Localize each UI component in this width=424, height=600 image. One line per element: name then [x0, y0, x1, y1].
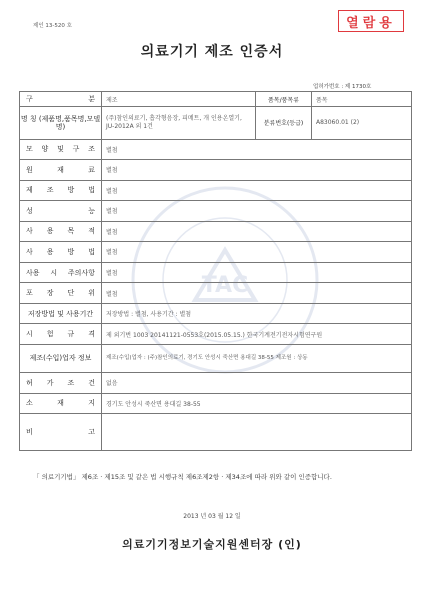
- value-test-spec: 제 외기번 1003 20141121-0553호(2015.05.15.) 한국기계전기전자시험연구원: [102, 324, 412, 345]
- label-manufacturing: [20, 185, 101, 195]
- row-test-spec: [20, 324, 412, 345]
- label-part: 가: [46, 378, 54, 387]
- label-test-spec: [20, 329, 101, 339]
- label-part: 장: [46, 289, 54, 298]
- label-part: 소: [26, 399, 33, 408]
- label-part: 포: [26, 289, 33, 298]
- value-purpose: 별첨: [102, 221, 412, 242]
- label-usage: [20, 247, 101, 257]
- row-materials: [20, 160, 412, 181]
- label-purpose: [20, 226, 101, 236]
- label-part: 구: [26, 95, 33, 104]
- label-part: 격: [88, 330, 95, 339]
- value-classification: A83060.01 (2): [312, 107, 412, 139]
- label-part: 재: [57, 399, 64, 408]
- label-conditions: [20, 378, 101, 388]
- label-packaging: [20, 288, 101, 298]
- label-part: 비: [26, 428, 33, 437]
- label-part: 양: [41, 145, 49, 154]
- label-part: 원: [26, 165, 33, 174]
- label-part: 단: [67, 289, 75, 298]
- value-shape: 별첨: [102, 139, 412, 160]
- value-manufacturing: 별첨: [102, 180, 412, 201]
- label-shape: [20, 144, 101, 154]
- label-part: 조: [88, 145, 95, 154]
- label-materials: [20, 165, 101, 175]
- label-part: 조: [46, 186, 54, 195]
- label-part: 적: [88, 227, 95, 236]
- issue-date: 2013 년 03 월 12 일: [183, 513, 241, 520]
- label-part: 시: [26, 330, 33, 339]
- row-manufacturer: [20, 344, 412, 372]
- certificate-table: [19, 91, 412, 451]
- label-part: 허: [26, 378, 33, 387]
- label-performance: [20, 206, 101, 216]
- row-purpose: [20, 221, 412, 242]
- row-shape: [20, 139, 412, 160]
- value-manufacturer: 제조(수입)업자 : (주)참인의료기, 경기도 안성시 죽산면 용대길 38-55 제조원 : 상동: [102, 344, 412, 372]
- label-part: 능: [88, 206, 95, 215]
- label-part: 분: [88, 95, 95, 104]
- value-performance: 별첨: [102, 201, 412, 222]
- label-part: 조: [67, 378, 75, 387]
- label-part: 시: [50, 268, 58, 277]
- label-part: 험: [46, 330, 54, 339]
- label-part: 방: [67, 186, 75, 195]
- value-conditions: 없음: [102, 372, 412, 393]
- label-part: 방: [67, 247, 75, 256]
- label-part: 용: [46, 247, 54, 256]
- value-category: 제조: [102, 92, 256, 107]
- issuer-name: 의료기기정보기술지원센터장 (인): [122, 538, 302, 551]
- row-precautions: [20, 262, 412, 283]
- row-category: [20, 92, 412, 107]
- row-remarks: [20, 414, 412, 451]
- label-remarks: [20, 427, 101, 437]
- label-part: 사: [26, 227, 33, 236]
- row-packaging: [20, 283, 412, 304]
- row-product-name: [20, 107, 412, 139]
- label-part: 용: [46, 227, 54, 236]
- value-materials: 별첨: [102, 160, 412, 181]
- label-part: 제: [26, 186, 33, 195]
- label-part: 목: [67, 227, 75, 236]
- label-part: 사용: [26, 268, 40, 277]
- row-conditions: [20, 372, 412, 393]
- label-classification: 분류번호(등급): [256, 107, 312, 139]
- value-remarks: [102, 414, 412, 451]
- label-part: 위: [88, 289, 95, 298]
- label-part: 법: [88, 247, 95, 256]
- label-part: 주의사항: [67, 268, 95, 277]
- row-usage: [20, 242, 412, 263]
- label-part: 건: [88, 378, 95, 387]
- value-storage: 저장방법 : 별첨, 사용기간 : 별첨: [102, 303, 412, 324]
- row-location: [20, 393, 412, 414]
- document-number: 제인 13-520 호: [33, 23, 72, 29]
- label-precautions: [20, 268, 101, 278]
- label-part: 및: [57, 145, 64, 154]
- label-part: 구: [72, 145, 80, 154]
- label-part: 성: [26, 206, 33, 215]
- label-part: 재: [57, 165, 64, 174]
- value-location: 경기도 안성시 죽산면 용대길 38-55: [102, 393, 412, 414]
- certificate-title: 의료기기 제조 인증서: [140, 44, 284, 60]
- permit-number: 업허가번호 : 제 1730호: [313, 84, 372, 90]
- label-part: 모: [26, 145, 33, 154]
- label-part: 료: [88, 165, 95, 174]
- value-precautions: 별첨: [102, 262, 412, 283]
- label-part: 지: [88, 399, 95, 408]
- label-item-type: 품목/품목류: [256, 92, 312, 107]
- label-storage: 저장방법 및 사용기간: [20, 303, 102, 324]
- label-product-name: 명 칭 (제품명,품목명,모델명): [20, 107, 102, 139]
- view-only-stamp: 열람용: [338, 10, 404, 32]
- label-part: 사: [26, 247, 33, 256]
- value-product-name: (주)참인의료기, 흡각형음장, 피메트, 개 인용온열기, JU-2012A 외 1건: [102, 107, 256, 139]
- label-category: [20, 94, 101, 104]
- label-part: 고: [88, 428, 95, 437]
- value-packaging: 별첨: [102, 283, 412, 304]
- row-performance: [20, 201, 412, 222]
- value-item-type: 품목: [312, 92, 412, 107]
- label-part: 규: [67, 330, 75, 339]
- svg-text:TAC: TAC: [201, 273, 249, 298]
- row-storage: [20, 303, 412, 324]
- legal-statement: 「 의료기기법」 제6조 · 제15조 및 같은 법 시행규칙 제6조제2항 · 제34조에 따라 위와 같이 인증합니다.: [33, 473, 332, 481]
- label-location: [20, 398, 101, 408]
- row-manufacturing: [20, 180, 412, 201]
- value-usage: 별첨: [102, 242, 412, 263]
- label-manufacturer: 제조(수입)업자 정보: [20, 344, 102, 372]
- label-part: 법: [88, 186, 95, 195]
